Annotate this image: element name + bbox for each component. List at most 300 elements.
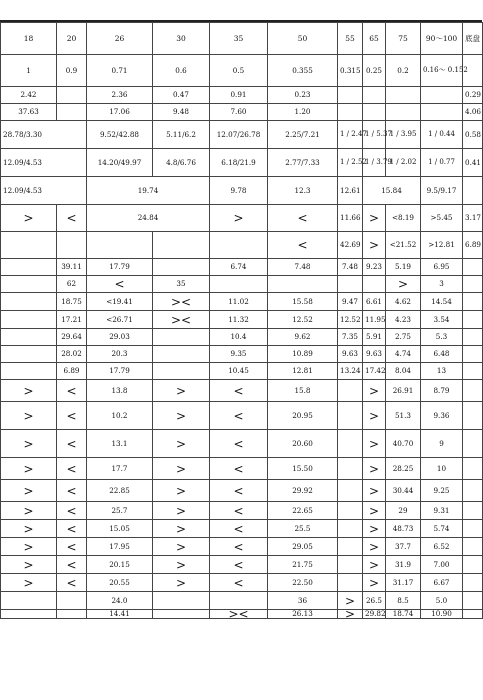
table-cell: 40.70 — [386, 430, 421, 458]
table-cell — [87, 232, 153, 259]
table-cell: 13 — [421, 363, 463, 380]
table-cell: > — [338, 610, 363, 619]
table-cell: 9.52/42.88 — [87, 121, 153, 149]
table-cell: 4.23 — [386, 311, 421, 329]
table-cell: 17.42 — [363, 363, 386, 380]
table-cell: 18.75 — [57, 293, 87, 311]
table-cell: 17.79 — [87, 259, 153, 276]
table-cell: 39.11 — [57, 259, 87, 276]
table-cell: > — [386, 276, 421, 293]
table-cell: > — [363, 205, 386, 232]
table-cell: 12.07/26.78 — [210, 121, 268, 149]
table-cell — [57, 87, 87, 104]
table-cell: <21.52 — [386, 232, 421, 259]
table-cell: 36 — [268, 592, 338, 610]
table-cell: 1 / 5.37 — [363, 121, 386, 149]
table-cell: 31.17 — [386, 574, 421, 592]
table-cell: 9.47 — [338, 293, 363, 311]
table-cell: < — [210, 574, 268, 592]
table-cell: 4.8/6.76 — [153, 149, 210, 177]
table-cell: 29 — [386, 502, 421, 520]
table-cell — [1, 232, 57, 259]
table-cell: < — [57, 380, 87, 402]
table-cell: >12.81 — [421, 232, 463, 259]
table-cell — [338, 402, 363, 430]
table-cell — [57, 104, 87, 121]
table-cell — [1, 259, 57, 276]
header-cell: 90～100 — [421, 23, 463, 55]
table-cell: 9.63 — [363, 346, 386, 363]
table-cell: 20.15 — [87, 556, 153, 574]
table-cell: 6.74 — [210, 259, 268, 276]
table-cell: > — [1, 402, 57, 430]
table-row — [1, 205, 483, 232]
table-row — [1, 276, 483, 293]
table-row — [1, 502, 483, 520]
table-cell: 9.25 — [421, 480, 463, 502]
table-row — [1, 311, 483, 329]
table-cell: > — [1, 520, 57, 538]
table-cell: 0.6 — [153, 55, 210, 87]
table-cell: 2.36 — [87, 87, 153, 104]
table-cell: 48.73 — [386, 520, 421, 538]
table-cell: 12.52 — [338, 311, 363, 329]
table-cell: 42.69 — [338, 232, 363, 259]
table-cell — [463, 276, 483, 293]
table-cell: 0.29 — [463, 87, 483, 104]
table-cell — [338, 87, 363, 104]
table-cell: 0.315 — [338, 55, 363, 87]
table-cell: 14.20/49.97 — [87, 149, 153, 177]
table-cell: > — [153, 538, 210, 556]
table-cell — [1, 329, 57, 346]
table-cell: 1 / 2.47 — [338, 121, 363, 149]
header-cell: 18 — [1, 23, 57, 55]
table-cell: 17.79 — [87, 363, 153, 380]
table-cell — [1, 363, 57, 380]
table-cell: 9.62 — [268, 329, 338, 346]
table-cell: <26.71 — [87, 311, 153, 329]
table-row — [1, 402, 483, 430]
table-cell — [463, 520, 483, 538]
table-cell: > — [1, 502, 57, 520]
table-cell: 19.74 — [87, 177, 210, 205]
table-cell — [1, 293, 57, 311]
table-cell: 20.60 — [268, 430, 338, 458]
table-cell: < — [210, 480, 268, 502]
table-cell — [363, 87, 386, 104]
table-cell: 0.91 — [210, 87, 268, 104]
table-cell: 0.47 — [153, 87, 210, 104]
table-cell: 15.84 — [363, 177, 421, 205]
table-cell: < — [57, 502, 87, 520]
table-cell — [463, 592, 483, 610]
table-cell: < — [210, 402, 268, 430]
header-cell: 65 — [363, 23, 386, 55]
table-cell: < — [57, 430, 87, 458]
table-cell — [386, 87, 421, 104]
table-cell: 12.52 — [268, 311, 338, 329]
table-cell: 12.3 — [268, 177, 338, 205]
table-cell — [463, 610, 483, 619]
table-cell — [338, 556, 363, 574]
table-cell: 51.3 — [386, 402, 421, 430]
table-cell — [153, 346, 210, 363]
table-cell: 7.00 — [421, 556, 463, 574]
table-cell — [463, 574, 483, 592]
table-row — [1, 121, 483, 149]
table-cell: < — [210, 556, 268, 574]
table-cell: 10 — [421, 458, 463, 480]
table-cell: 9.48 — [153, 104, 210, 121]
table-cell — [421, 104, 463, 121]
table-cell: 3 — [421, 276, 463, 293]
table-cell: 1 / 3.79 — [363, 149, 386, 177]
table-cell — [57, 592, 87, 610]
table-cell: <8.19 — [386, 205, 421, 232]
table-cell: 0.355 — [268, 55, 338, 87]
table-cell: 5.19 — [386, 259, 421, 276]
table-cell: 7.60 — [210, 104, 268, 121]
table-cell: > — [363, 380, 386, 402]
table-cell — [463, 556, 483, 574]
table-cell: 13.1 — [87, 430, 153, 458]
table-cell — [1, 610, 57, 619]
table-cell — [421, 87, 463, 104]
table-cell: 15.8 — [268, 380, 338, 402]
table-cell: 29.03 — [87, 329, 153, 346]
table-row — [1, 346, 483, 363]
table-cell — [463, 293, 483, 311]
table-cell: 35 — [153, 276, 210, 293]
table-cell: > — [1, 458, 57, 480]
table-cell: < — [87, 276, 153, 293]
table-row — [1, 177, 483, 205]
table-cell: 4.06 — [463, 104, 483, 121]
table-cell — [1, 311, 57, 329]
table-cell: 24.84 — [87, 205, 210, 232]
table-cell: 6.61 — [363, 293, 386, 311]
table-cell: 1.20 — [268, 104, 338, 121]
table-cell: 0.25 — [363, 55, 386, 87]
table-cell — [153, 259, 210, 276]
table-cell: 15.50 — [268, 458, 338, 480]
table-cell — [463, 430, 483, 458]
table-cell — [153, 232, 210, 259]
table-cell — [153, 363, 210, 380]
table-cell: >< — [153, 293, 210, 311]
header-cell: 35 — [210, 23, 268, 55]
table-cell: > — [153, 502, 210, 520]
table-cell: 12.61 — [338, 177, 363, 205]
table-cell: 0.9 — [57, 55, 87, 87]
table-cell: 25.5 — [268, 520, 338, 538]
table-cell: 30.44 — [386, 480, 421, 502]
table-cell — [153, 329, 210, 346]
table-cell: >< — [210, 610, 268, 619]
table-cell: 11.32 — [210, 311, 268, 329]
table-cell: 13.8 — [87, 380, 153, 402]
table-cell: 21.75 — [268, 556, 338, 574]
table-cell: 11.95 — [363, 311, 386, 329]
table-cell: 14.54 — [421, 293, 463, 311]
table-cell: 17.7 — [87, 458, 153, 480]
table-cell: < — [57, 205, 87, 232]
table-row — [1, 458, 483, 480]
table-cell: 18.74 — [386, 610, 421, 619]
table-cell: < — [210, 538, 268, 556]
table-cell: 9.5/9.17 — [421, 177, 463, 205]
table-cell — [463, 259, 483, 276]
table-cell: < — [57, 458, 87, 480]
table-cell: < — [57, 574, 87, 592]
table-cell: 26.13 — [268, 610, 338, 619]
table-cell: 26.91 — [386, 380, 421, 402]
table-cell: > — [153, 556, 210, 574]
table-cell: 5.91 — [363, 329, 386, 346]
table-cell: 7.48 — [268, 259, 338, 276]
table-cell: 9.36 — [421, 402, 463, 430]
table-cell: 2.77/7.33 — [268, 149, 338, 177]
table-cell — [363, 104, 386, 121]
table-cell: < — [268, 205, 338, 232]
header-cell: 75 — [386, 23, 421, 55]
table-cell: 37.63 — [1, 104, 57, 121]
table-cell: > — [363, 574, 386, 592]
table-cell: 6.18/21.9 — [210, 149, 268, 177]
table-cell: 14.41 — [87, 610, 153, 619]
table-cell: < — [210, 458, 268, 480]
table-cell — [463, 458, 483, 480]
table-cell — [210, 232, 268, 259]
table-cell — [338, 104, 363, 121]
table-cell: 10.4 — [210, 329, 268, 346]
table-cell: 3.54 — [421, 311, 463, 329]
table-cell: 6.89 — [57, 363, 87, 380]
header-cell: 20 — [57, 23, 87, 55]
table-cell: < — [57, 402, 87, 430]
table-cell: > — [363, 538, 386, 556]
table-cell: 5.3 — [421, 329, 463, 346]
table-cell — [463, 329, 483, 346]
table-cell: 28.02 — [57, 346, 87, 363]
table-row — [1, 104, 483, 121]
table-cell: >< — [153, 311, 210, 329]
table-cell: > — [1, 574, 57, 592]
table-cell: 8.04 — [386, 363, 421, 380]
table-cell — [57, 610, 87, 619]
table-cell — [463, 538, 483, 556]
table-cell: 11.66 — [338, 205, 363, 232]
table-cell: 6.89 — [463, 232, 483, 259]
table-cell: 15.58 — [268, 293, 338, 311]
table-cell: < — [210, 520, 268, 538]
table-cell: 1 / 2.52 — [338, 149, 363, 177]
table-cell: > — [363, 458, 386, 480]
table-cell: 17.95 — [87, 538, 153, 556]
table-cell: 5.74 — [421, 520, 463, 538]
table-cell: 0.58 — [463, 121, 483, 149]
table-cell: 29.92 — [268, 480, 338, 502]
table-cell: 4.74 — [386, 346, 421, 363]
table-cell — [338, 380, 363, 402]
table-cell: 22.65 — [268, 502, 338, 520]
table-cell: 7.35 — [338, 329, 363, 346]
header-cell: 26 — [87, 23, 153, 55]
table-cell: 10.90 — [421, 610, 463, 619]
table-cell — [153, 592, 210, 610]
table-row — [1, 293, 483, 311]
table-cell: < — [210, 502, 268, 520]
table-cell: < — [268, 232, 338, 259]
table-cell: > — [153, 458, 210, 480]
table-cell — [338, 538, 363, 556]
table-cell: 9.35 — [210, 346, 268, 363]
table-cell — [210, 276, 268, 293]
table-cell — [363, 276, 386, 293]
table-cell: > — [363, 520, 386, 538]
table-cell: > — [153, 430, 210, 458]
data-table — [0, 22, 483, 619]
table-cell: 28.78/3.30 — [1, 121, 87, 149]
table-cell: > — [1, 480, 57, 502]
table-cell: > — [1, 205, 57, 232]
table-cell — [268, 276, 338, 293]
table-cell: 6.95 — [421, 259, 463, 276]
table-cell: 1 / 2.02 — [386, 149, 421, 177]
table-cell: 12.81 — [268, 363, 338, 380]
table-cell: 0.5 — [210, 55, 268, 87]
table-cell: 62 — [57, 276, 87, 293]
table-cell — [338, 480, 363, 502]
table-row — [1, 55, 483, 87]
table-row — [1, 520, 483, 538]
table-cell: > — [363, 502, 386, 520]
table-cell: 1 — [1, 55, 57, 87]
table-cell — [338, 276, 363, 293]
table-cell — [463, 363, 483, 380]
table-row — [1, 430, 483, 458]
table-cell: 22.50 — [268, 574, 338, 592]
table-cell — [463, 380, 483, 402]
table-cell: > — [153, 520, 210, 538]
table-row — [1, 480, 483, 502]
table-header-row — [1, 23, 483, 55]
table-cell: 6.67 — [421, 574, 463, 592]
table-cell: < — [57, 480, 87, 502]
table-cell: 29.64 — [57, 329, 87, 346]
table-cell: 20.55 — [87, 574, 153, 592]
table-cell: > — [210, 205, 268, 232]
table-cell: 12.09/4.53 — [1, 149, 87, 177]
table-cell: 3.17 — [463, 205, 483, 232]
table-row — [1, 538, 483, 556]
table-row — [1, 610, 483, 619]
table-cell: 20.95 — [268, 402, 338, 430]
table-cell: 1 / 0.44 — [421, 121, 463, 149]
table-cell: > — [1, 380, 57, 402]
table-cell: 28.25 — [386, 458, 421, 480]
header-cell: 底盘 — [463, 23, 483, 55]
table-cell: 24.0 — [87, 592, 153, 610]
table-cell: 0.71 — [87, 55, 153, 87]
table-cell — [463, 402, 483, 430]
table-cell: 10.2 — [87, 402, 153, 430]
table-row — [1, 574, 483, 592]
table-cell: 9 — [421, 430, 463, 458]
table-cell — [463, 311, 483, 329]
table-cell — [463, 480, 483, 502]
table-cell: > — [1, 538, 57, 556]
table-cell: > — [1, 556, 57, 574]
table-cell: 10.89 — [268, 346, 338, 363]
table-cell: 20.3 — [87, 346, 153, 363]
table-cell: 13.24 — [338, 363, 363, 380]
table-cell: 0.16～ 0.152 — [421, 55, 463, 87]
table-cell — [463, 346, 483, 363]
table-cell: 9.31 — [421, 502, 463, 520]
table-cell: < — [210, 430, 268, 458]
table-cell: 1 / 3.95 — [386, 121, 421, 149]
table-cell: 8.5 — [386, 592, 421, 610]
table-cell: 17.21 — [57, 311, 87, 329]
table-cell: > — [153, 574, 210, 592]
table-cell — [386, 104, 421, 121]
table-cell: 0.2 — [386, 55, 421, 87]
table-cell: 22.85 — [87, 480, 153, 502]
table-cell: 29.82 — [363, 610, 386, 619]
table-cell: 6.48 — [421, 346, 463, 363]
table-cell: 0.41 — [463, 149, 483, 177]
table-row — [1, 259, 483, 276]
table-cell — [1, 592, 57, 610]
table-row — [1, 363, 483, 380]
table-cell: > — [153, 380, 210, 402]
table-cell: 12.09/4.53 — [1, 177, 87, 205]
table-cell: 37.7 — [386, 538, 421, 556]
table-cell: < — [210, 380, 268, 402]
table-cell: 9.63 — [338, 346, 363, 363]
table-cell: > — [363, 556, 386, 574]
table-cell: 10.45 — [210, 363, 268, 380]
table-row — [1, 556, 483, 574]
table-cell — [463, 502, 483, 520]
table-cell: 2.42 — [1, 87, 57, 104]
table-cell: 4.62 — [386, 293, 421, 311]
table-cell: 25.7 — [87, 502, 153, 520]
header-cell: 55 — [338, 23, 363, 55]
table-cell: > — [1, 430, 57, 458]
table-cell: 5.11/6.2 — [153, 121, 210, 149]
table-cell: 9.78 — [210, 177, 268, 205]
table-cell: 17.06 — [87, 104, 153, 121]
table-cell: > — [153, 402, 210, 430]
table-cell: >5.45 — [421, 205, 463, 232]
table-cell: 1 / 0.77 — [421, 149, 463, 177]
table-cell: 26.5 — [363, 592, 386, 610]
table-cell: <19.41 — [87, 293, 153, 311]
table-cell: 29.05 — [268, 538, 338, 556]
table-cell: < — [57, 520, 87, 538]
table-cell — [1, 276, 57, 293]
table-cell: 5.0 — [421, 592, 463, 610]
table-cell: 9.23 — [363, 259, 386, 276]
table-cell: > — [153, 480, 210, 502]
table-cell — [153, 610, 210, 619]
table-cell: < — [57, 538, 87, 556]
table-cell — [338, 430, 363, 458]
table-cell: > — [363, 480, 386, 502]
